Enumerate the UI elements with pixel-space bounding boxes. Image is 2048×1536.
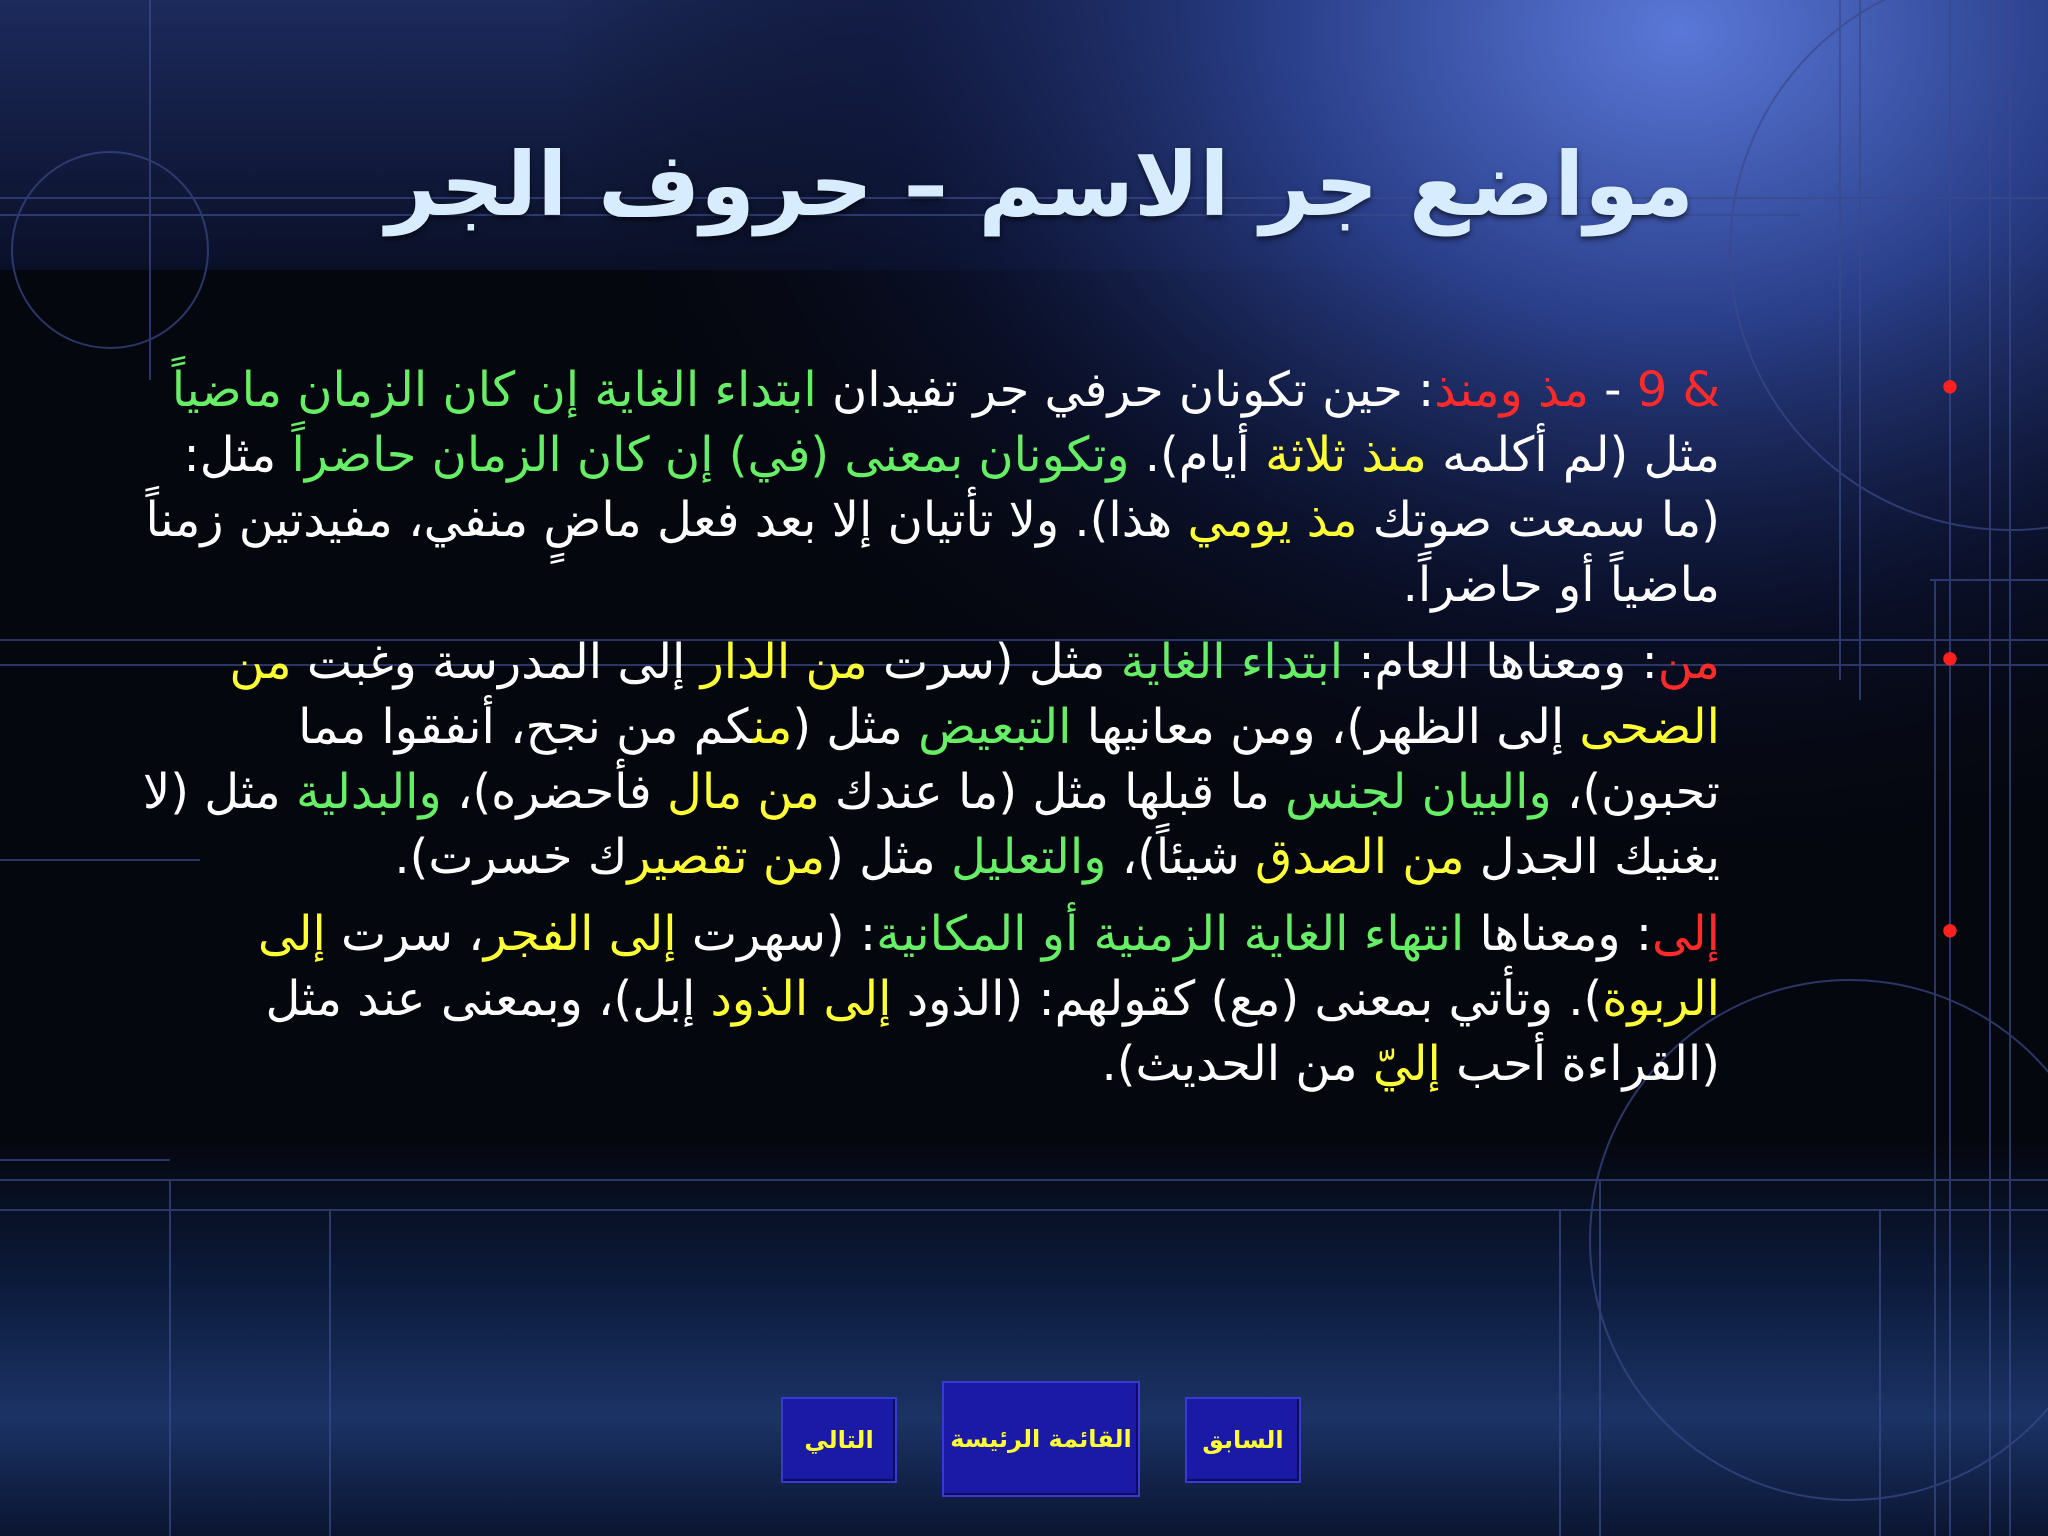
bullet-icon: • — [1936, 905, 1964, 959]
slide-title: مواضع جر الاسم – حروف الجر — [385, 133, 1694, 236]
previous-button[interactable]: السابق — [1185, 1397, 1301, 1483]
list-item — [130, 630, 1980, 890]
item-text: & 9 - مذ ومنذ: حين تكونان حرفي جر تفيدان ابتداء الغاية إن كان الزمان ماضياً مثل (لم أكلمه منذ ثلاثة أيام). وتكونان بمعنى (في) إن كان الزمان حاضراً مثل: (ما سمعت صوتك مذ يومي هذا). ولا تأتيان إلا بعد فعل ماضٍ منفي، مفيدتين زمناً ماضياً أو حاضراً. — [145, 362, 1720, 613]
item-text: من: ومعناها العام: ابتداء الغاية مثل (سرت من الدار إلى المدرسة وغبت من الضحى إلى الظهر)، ومن معانيها التبعيض مثل (منكم من نجح، أنفقوا مما تحبون)، والبيان لجنس ما قبلها مثل (ما عندك من مال فأحضره)، والبدلية مثل (لا يغنيك الجدل من الصدق شيئاً)، والتعليل مثل (من تقصيرك خسرت). — [142, 634, 1720, 885]
list-item — [130, 902, 1980, 1097]
bullet-icon: • — [1936, 361, 1964, 415]
bullet-icon: • — [1936, 633, 1964, 687]
next-button[interactable]: التالي — [781, 1397, 897, 1483]
item-text: إلى: ومعناها انتهاء الغاية الزمنية أو المكانية: (سهرت إلى الفجر، سرت إلى الربوة). وتأتي بمعنى (مع) كقولهم: (الذود إلى الذود إبل)، وبمعنى عند مثل (القراءة أحب إليّ من الحديث). — [257, 906, 1720, 1092]
bullet-list — [130, 358, 1980, 1109]
main-menu-button[interactable]: القائمة الرئيسة — [942, 1381, 1140, 1497]
list-item — [130, 358, 1980, 618]
